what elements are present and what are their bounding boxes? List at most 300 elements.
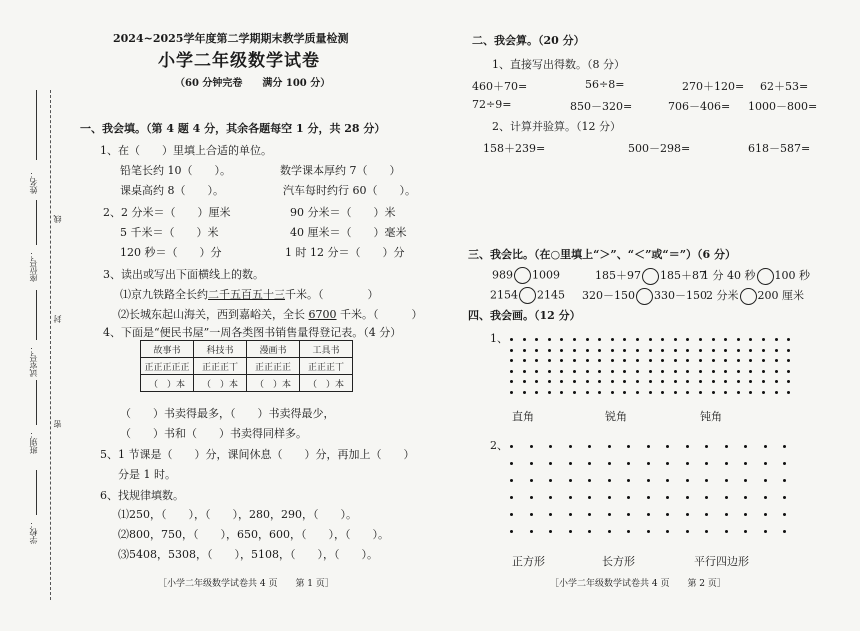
grid-dot (686, 338, 689, 341)
grid-dot (627, 479, 630, 482)
grid-dot (535, 370, 538, 373)
grid-dot (762, 349, 765, 352)
grid-dot (744, 462, 747, 465)
grid-dot (787, 370, 790, 373)
compare-right: 185＋87 (660, 269, 706, 282)
q3a-pre: ⑴京九铁路全长约 (120, 288, 208, 301)
grid-dot (724, 338, 727, 341)
grid-dot (783, 445, 786, 448)
grid-dot (712, 349, 715, 352)
grid-dot (535, 349, 538, 352)
grid-dot (787, 349, 790, 352)
grid-dot (510, 391, 513, 394)
grid-dot (712, 359, 715, 362)
grid-dot (674, 391, 677, 394)
grid-dot (598, 380, 601, 383)
grid-dot (636, 370, 639, 373)
book-sales-table (140, 340, 353, 392)
grid-dot (573, 370, 576, 373)
draw-q2-number: 2、 (490, 439, 508, 452)
grid-dot (586, 338, 589, 341)
q1-text: 1、在（ ）里填上合适的单位。 (100, 144, 272, 157)
grid-dot (586, 380, 589, 383)
grid-dot (764, 496, 767, 499)
grid-dot (775, 391, 778, 394)
compare-left: 2154 (490, 288, 518, 302)
q3-text: 3、读出或写出下面横线上的数。 (103, 268, 264, 281)
grid-dot (623, 370, 626, 373)
grid-dot (588, 479, 591, 482)
grid-dot (764, 479, 767, 482)
grid-dot (510, 496, 513, 499)
q6a-text: ⑴250，（ ），（ ），280，290，（ ）。 (118, 508, 357, 521)
grid-dot (666, 445, 669, 448)
grid-dot (510, 338, 513, 341)
grid-dot (724, 370, 727, 373)
grid-dot (627, 530, 630, 533)
grid-dot (510, 513, 513, 516)
table-answer-cell[interactable]: （ ）本 (300, 375, 353, 392)
grid-dot (649, 380, 652, 383)
shape-label: 平行四边形 (694, 555, 749, 568)
table-tally-cell: 正正正正 (247, 358, 300, 375)
shape-label: 正方形 (512, 555, 545, 568)
grid-dot (530, 462, 533, 465)
grid-dot (647, 530, 650, 533)
grid-dot (560, 338, 563, 341)
grid-dot (523, 391, 526, 394)
grid-dot (549, 479, 552, 482)
grid-dot (749, 370, 752, 373)
grid-dot (787, 359, 790, 362)
grid-dot (674, 349, 677, 352)
grid-dot (762, 338, 765, 341)
grid-dot (569, 462, 572, 465)
q3b-underlined: 6700 (308, 308, 337, 321)
grid-dot (588, 462, 591, 465)
grid-dot (523, 349, 526, 352)
grid-dot (737, 370, 740, 373)
grid-dot (608, 513, 611, 516)
q3a-text (120, 286, 379, 302)
grid-dot (674, 370, 677, 373)
grid-dot (623, 391, 626, 394)
dot-grid-angles[interactable] (510, 338, 800, 398)
grid-dot (712, 338, 715, 341)
compare-item (490, 287, 565, 304)
grid-dot (686, 530, 689, 533)
grid-dot (699, 380, 702, 383)
grid-dot (686, 380, 689, 383)
q2c-text: 5 千米＝（ ）米 (120, 226, 219, 239)
calc-item: 706－406= (668, 100, 731, 113)
grid-dot (608, 445, 611, 448)
grid-dot (549, 496, 552, 499)
grid-dot (510, 445, 513, 448)
grid-dot (548, 338, 551, 341)
grid-dot (549, 462, 552, 465)
grid-dot (510, 530, 513, 533)
table-tally-cell: 正正正正正 (141, 358, 194, 375)
grid-dot (598, 391, 601, 394)
grid-dot (598, 349, 601, 352)
grid-dot (737, 391, 740, 394)
grid-dot (649, 349, 652, 352)
calc-item: 56÷8= (585, 78, 625, 91)
grid-dot (636, 391, 639, 394)
grid-dot (749, 391, 752, 394)
compare-item (582, 287, 707, 305)
compare-item (492, 267, 560, 284)
grid-dot (588, 513, 591, 516)
grid-dot (523, 359, 526, 362)
grid-dot (510, 380, 513, 383)
grid-dot (705, 513, 708, 516)
grid-dot (636, 338, 639, 341)
table-answer-cell[interactable]: （ ）本 (194, 375, 247, 392)
grid-dot (783, 462, 786, 465)
seat-blank (36, 200, 37, 245)
grid-dot (724, 391, 727, 394)
table-header-cell: 故事书 (141, 341, 194, 358)
grid-dot (661, 349, 664, 352)
grid-dot (560, 380, 563, 383)
calc-verify-item: 500－298= (628, 142, 691, 155)
grid-dot (598, 359, 601, 362)
binding-margin (0, 0, 72, 631)
grid-dot (569, 530, 572, 533)
grid-dot (649, 338, 652, 341)
q1a-text: 铅笔长约 10（ ）。 (120, 164, 231, 177)
grid-dot (530, 530, 533, 533)
section2-heading: 二、我会算。（20 分） (472, 34, 585, 47)
grid-dot (611, 359, 614, 362)
page2-footer: ［小学二年级数学试卷共 4 页 第 2 页］ (550, 579, 726, 589)
grid-dot (787, 380, 790, 383)
grid-dot (712, 391, 715, 394)
draw-q1-number: 1、 (490, 332, 508, 345)
grid-dot (549, 513, 552, 516)
exam-no-label: 试室号： (29, 345, 38, 377)
grid-dot (530, 496, 533, 499)
grid-dot (699, 359, 702, 362)
grid-dot (749, 380, 752, 383)
table-answer-row (141, 375, 353, 392)
grid-dot (548, 391, 551, 394)
grid-dot (686, 349, 689, 352)
dense-mark: 密 (53, 420, 62, 428)
s2-q2-text: 2、计算并验算。（12 分） (492, 120, 621, 133)
calc-item: 1000－800= (748, 100, 818, 113)
grid-dot (598, 370, 601, 373)
grid-dot (623, 349, 626, 352)
grid-dot (548, 349, 551, 352)
q2d-text: 40 厘米＝（ ）毫米 (290, 226, 407, 239)
q2f-text: 1 时 12 分＝（ ）分 (285, 246, 405, 259)
grid-dot (705, 479, 708, 482)
table-tally-row (141, 358, 353, 375)
q5b-text: 分是 1 时。 (118, 468, 176, 481)
q5-text: 5、1 节课是（ ）分，课间休息（ ）分，再加上（ ） (100, 448, 415, 461)
s2-q1-text: 1、直接写出得数。（8 分） (492, 58, 625, 71)
grid-dot (586, 349, 589, 352)
compare-right: 100 秒 (774, 269, 810, 282)
grid-dot (627, 513, 630, 516)
grid-dot (749, 338, 752, 341)
grid-dot (627, 462, 630, 465)
q1d-text: 汽车每时约行 60（ ）。 (283, 184, 416, 197)
grid-dot (530, 445, 533, 448)
grid-dot (686, 359, 689, 362)
grid-dot (510, 349, 513, 352)
q6-text: 6、找规律填数。 (100, 489, 184, 502)
grid-dot (647, 462, 650, 465)
q3b-text (118, 306, 423, 322)
grid-dot (573, 391, 576, 394)
grid-dot (535, 338, 538, 341)
compare-circle[interactable] (514, 267, 531, 284)
grid-dot (608, 462, 611, 465)
grid-dot (725, 445, 728, 448)
grid-dot (548, 359, 551, 362)
grid-dot (775, 370, 778, 373)
grid-dot (549, 445, 552, 448)
grid-dot (725, 530, 728, 533)
grid-dot (775, 380, 778, 383)
grid-dot (737, 338, 740, 341)
table-header-cell: 工具书 (300, 341, 353, 358)
grid-dot (724, 349, 727, 352)
angle-label: 钝角 (700, 410, 722, 423)
grid-dot (661, 370, 664, 373)
grid-dot (783, 530, 786, 533)
grid-dot (775, 338, 778, 341)
exam-header: 2024~2025学年度第二学期期末教学质量检测 (113, 32, 349, 45)
compare-item (706, 287, 804, 305)
grid-dot (627, 445, 630, 448)
grid-dot (666, 479, 669, 482)
calc-item: 850－320= (570, 100, 633, 113)
calc-verify-item: 618－587= (748, 142, 811, 155)
calc-item: 62＋53= (760, 80, 809, 93)
grid-dot (569, 445, 572, 448)
compare-left: 185＋97 (595, 269, 641, 282)
section4-heading: 四、我会画。（12 分） (468, 309, 581, 322)
grid-dot (588, 496, 591, 499)
grid-dot (764, 445, 767, 448)
grid-dot (530, 479, 533, 482)
grid-dot (661, 380, 664, 383)
grid-dot (686, 370, 689, 373)
grid-dot (737, 359, 740, 362)
grid-dot (705, 496, 708, 499)
grid-dot (725, 496, 728, 499)
grid-dot (586, 370, 589, 373)
q3a-post: 千米。（ ） (285, 288, 379, 301)
grid-dot (510, 479, 513, 482)
grid-dot (510, 462, 513, 465)
calc-item: 270＋120= (682, 80, 745, 93)
grid-dot (674, 380, 677, 383)
grid-dot (611, 370, 614, 373)
grid-dot (787, 338, 790, 341)
q6b-text: ⑵800，750，（ ），650，600，（ ），（ ）。 (118, 528, 389, 541)
grid-dot (744, 445, 747, 448)
grid-dot (762, 391, 765, 394)
grid-dot (661, 391, 664, 394)
grid-dot (712, 370, 715, 373)
grid-dot (560, 391, 563, 394)
grid-dot (674, 359, 677, 362)
grid-dot (699, 338, 702, 341)
grid-dot (636, 380, 639, 383)
grid-dot (530, 513, 533, 516)
compare-circle[interactable] (636, 288, 653, 305)
table-header-cell: 科技书 (194, 341, 247, 358)
grid-dot (569, 479, 572, 482)
table-tally-cell: 正正正丅 (194, 358, 247, 375)
grid-dot (744, 513, 747, 516)
q6c-text: ⑶5408，5308，（ ），5108，（ ），（ ）。 (118, 548, 378, 561)
grid-dot (623, 359, 626, 362)
grid-dot (737, 380, 740, 383)
grid-dot (783, 513, 786, 516)
table-answer-cell[interactable]: （ ）本 (141, 375, 194, 392)
grid-dot (560, 370, 563, 373)
compare-left: 1 分 40 秒 (702, 269, 756, 282)
grid-dot (548, 380, 551, 383)
table-tally-cell: 正正正丅 (300, 358, 353, 375)
grid-dot (573, 380, 576, 383)
grid-dot (569, 496, 572, 499)
exam-title: 小学二年级数学试卷 (158, 51, 320, 71)
grid-dot (535, 380, 538, 383)
compare-right: 1009 (532, 268, 560, 282)
calc-item: 460＋70= (472, 80, 528, 93)
grid-dot (560, 359, 563, 362)
grid-dot (783, 496, 786, 499)
grid-dot (623, 338, 626, 341)
class-label: 班别： (29, 430, 38, 454)
grid-dot (535, 359, 538, 362)
grid-dot (666, 462, 669, 465)
grid-dot (744, 479, 747, 482)
calc-item: 72÷9= (472, 98, 512, 111)
grid-dot (674, 338, 677, 341)
compare-circle[interactable] (740, 288, 757, 305)
grid-dot (510, 370, 513, 373)
compare-right: 2145 (537, 288, 565, 302)
grid-dot (762, 380, 765, 383)
grid-dot (666, 513, 669, 516)
grid-dot (623, 380, 626, 383)
grid-dot (724, 380, 727, 383)
grid-dot (611, 380, 614, 383)
grid-dot (686, 462, 689, 465)
section3-heading: 三、我会比。（在○里填上“＞”、“＜”或“＝”）（6 分） (468, 248, 737, 261)
grid-dot (666, 530, 669, 533)
grid-dot (699, 370, 702, 373)
grid-dot (705, 445, 708, 448)
q4b-text: （ ）书和（ ）书卖得同样多。 (120, 427, 307, 440)
grid-dot (775, 349, 778, 352)
compare-circle[interactable] (757, 268, 774, 285)
shape-label: 长方形 (602, 555, 635, 568)
grid-dot (636, 359, 639, 362)
grid-dot (699, 349, 702, 352)
seal-mark: 封 (53, 315, 62, 323)
grid-dot (598, 338, 601, 341)
grid-dot (744, 496, 747, 499)
grid-dot (744, 530, 747, 533)
grid-dot (737, 349, 740, 352)
exam-no-blank (36, 290, 37, 340)
grid-dot (588, 445, 591, 448)
grid-dot (762, 359, 765, 362)
grid-dot (573, 359, 576, 362)
grid-dot (787, 391, 790, 394)
q2e-text: 120 秒＝（ ）分 (120, 246, 222, 259)
compare-item (702, 267, 810, 285)
grid-dot (686, 479, 689, 482)
q2a-text: 2、2 分米＝（ ）厘米 (103, 206, 231, 219)
grid-dot (764, 462, 767, 465)
compare-left: 989 (492, 268, 513, 282)
grid-dot (686, 513, 689, 516)
grid-dot (764, 513, 767, 516)
cut-line (50, 90, 51, 600)
grid-dot (725, 462, 728, 465)
grid-dot (573, 338, 576, 341)
grid-dot (608, 530, 611, 533)
compare-circle[interactable] (519, 287, 536, 304)
grid-dot (611, 349, 614, 352)
grid-dot (783, 479, 786, 482)
grid-dot (636, 349, 639, 352)
grid-dot (611, 391, 614, 394)
table-header-row (141, 341, 353, 358)
dot-grid-shapes[interactable] (510, 445, 795, 535)
grid-dot (647, 513, 650, 516)
grid-dot (647, 496, 650, 499)
grid-dot (523, 338, 526, 341)
grid-dot (649, 370, 652, 373)
grid-dot (560, 349, 563, 352)
grid-dot (712, 380, 715, 383)
compare-item (595, 267, 706, 285)
grid-dot (661, 338, 664, 341)
grid-dot (749, 359, 752, 362)
grid-dot (725, 479, 728, 482)
compare-left: 2 分米 (706, 289, 739, 302)
grid-dot (661, 359, 664, 362)
compare-right: 330－150 (654, 289, 707, 302)
grid-dot (588, 530, 591, 533)
grid-dot (725, 513, 728, 516)
grid-dot (699, 391, 702, 394)
q1b-text: 数学课本厚约 7（ ） (280, 164, 401, 177)
q3a-underlined: 二千五百五十三 (208, 288, 285, 301)
table-answer-cell[interactable]: （ ）本 (247, 375, 300, 392)
q3b-post: 千米。（ ） (336, 308, 423, 321)
grid-dot (569, 513, 572, 516)
grid-dot (647, 479, 650, 482)
school-label: 学校： (29, 520, 38, 544)
grid-dot (686, 496, 689, 499)
q3b-pre: ⑵长城东起山海关，西到嘉峪关，全长 (118, 308, 309, 321)
compare-circle[interactable] (642, 268, 659, 285)
q1c-text: 课桌高约 8（ ）。 (120, 184, 224, 197)
